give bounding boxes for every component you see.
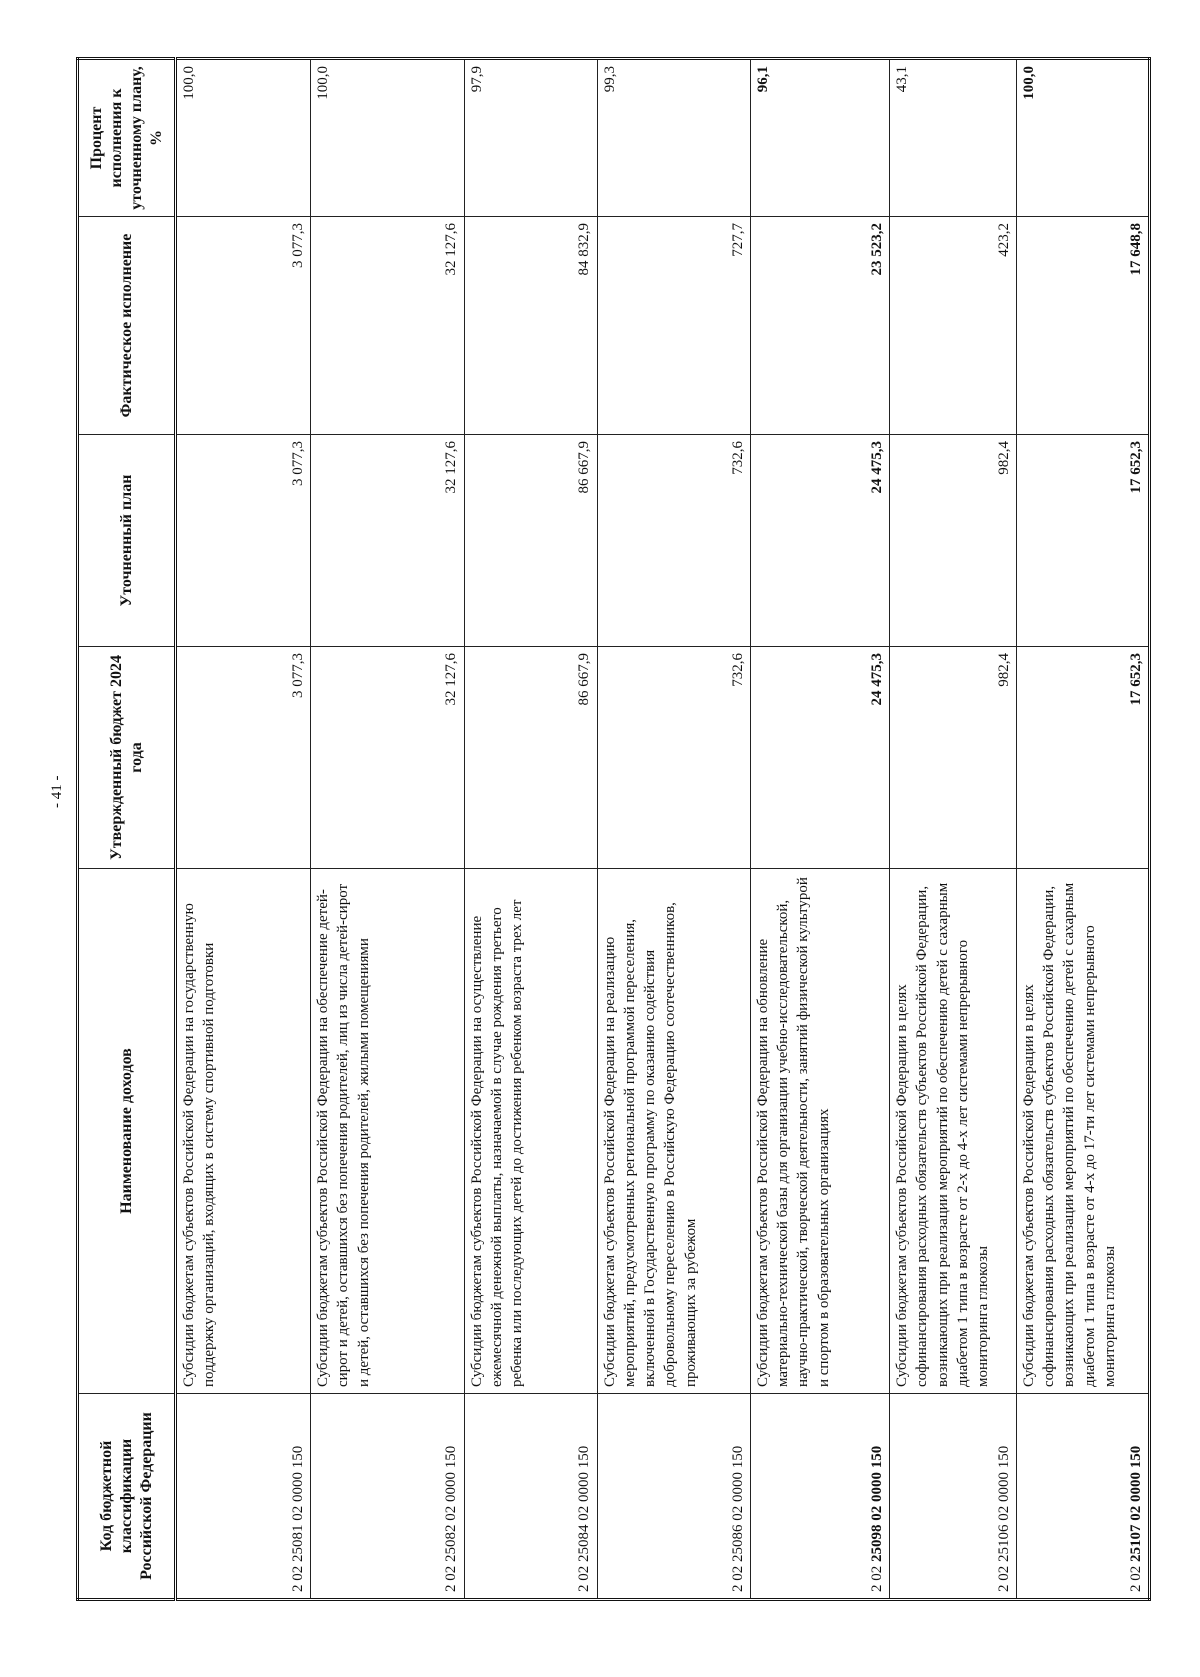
row-actual: 3 077,3 bbox=[176, 217, 311, 435]
row-approved: 982,4 bbox=[890, 647, 1017, 869]
row-refined: 982,4 bbox=[890, 435, 1017, 647]
row-code bbox=[890, 1394, 1017, 1600]
row-code-main: 25081 02 0000 150 bbox=[289, 1445, 306, 1562]
row-code bbox=[176, 1394, 311, 1600]
row-approved: 86 667,9 bbox=[464, 647, 597, 869]
row-percent: 100,0 bbox=[311, 59, 464, 217]
row-code-prefix: 2 02 bbox=[443, 1562, 460, 1592]
row-name: Субсидии бюджетам субъектов Российской Федерации на реализацию мероприятий, предусмотренных региональной программой переселения, включенной в Государственную программу по оказанию содействия добровольному переселению в Российскую Федерацию соотечественников, проживающих за рубежом bbox=[597, 869, 750, 1394]
row-percent: 97,9 bbox=[464, 59, 597, 217]
row-code-prefix: 2 02 bbox=[729, 1562, 746, 1592]
row-percent: 43,1 bbox=[890, 59, 1017, 217]
row-code-main: 25107 02 0000 150 bbox=[1127, 1445, 1144, 1562]
header-percent: Процент исполнения к уточненному плану, % bbox=[78, 59, 176, 217]
row-code bbox=[597, 1394, 750, 1600]
row-code-main: 25086 02 0000 150 bbox=[729, 1445, 746, 1562]
row-name: Субсидии бюджетам субъектов Российской Федерации на государственную поддержку организаций, входящих в систему спортивной подготовки bbox=[176, 869, 311, 1394]
row-code bbox=[464, 1394, 597, 1600]
row-refined: 732,6 bbox=[597, 435, 750, 647]
row-approved: 32 127,6 bbox=[311, 647, 464, 869]
table-row bbox=[1016, 59, 1149, 1600]
table-row bbox=[597, 59, 750, 1600]
row-code-prefix: 2 02 bbox=[995, 1562, 1012, 1592]
header-actual: Фактическое исполнение bbox=[78, 217, 176, 435]
row-code-main: 25106 02 0000 150 bbox=[995, 1445, 1012, 1562]
row-code bbox=[1016, 1394, 1149, 1600]
row-approved: 24 475,3 bbox=[750, 647, 889, 869]
table-header-row bbox=[78, 59, 176, 1600]
row-name: Субсидии бюджетам субъектов Российской Федерации на обновление материально-технической базы для организации учебно-исследовательской, научно-практической, творческой деятельности, занятий физической культурой и спортом в образовательных организациях bbox=[750, 869, 889, 1394]
table-row bbox=[750, 59, 889, 1600]
table-row bbox=[890, 59, 1017, 1600]
row-name: Субсидии бюджетам субъектов Российской Федерации в целях софинансирования расходных обязательств субъектов Российской Федерации, возникающих при реализации мероприятий по обеспечению детей с сахарным диабетом 1 типа в возрасте от 4-х до 17-ти лет системами непрерывного мониторинга глюкозы bbox=[1016, 869, 1149, 1394]
row-actual: 423,2 bbox=[890, 217, 1017, 435]
row-code-prefix: 2 02 bbox=[1127, 1562, 1144, 1592]
row-code-main: 25082 02 0000 150 bbox=[443, 1445, 460, 1562]
row-name: Субсидии бюджетам субъектов Российской Федерации на осуществление ежемесячной денежной выплаты, назначаемой в случае рождения третьего ребенка или последующих детей до достижения ребенком возраста трех лет bbox=[464, 869, 597, 1394]
row-refined: 3 077,3 bbox=[176, 435, 311, 647]
row-refined: 86 667,9 bbox=[464, 435, 597, 647]
row-code-main: 25098 02 0000 150 bbox=[868, 1445, 885, 1562]
row-actual: 32 127,6 bbox=[311, 217, 464, 435]
table-row bbox=[464, 59, 597, 1600]
row-approved: 3 077,3 bbox=[176, 647, 311, 869]
header-refined: Уточненный план bbox=[78, 435, 176, 647]
row-name: Субсидии бюджетам субъектов Российской Федерации на обеспечение детей-сирот и детей, оставшихся без попечения родителей, лиц из числа детей-сирот и детей, оставшихся без попечения родителей, жилыми помещениями bbox=[311, 869, 464, 1394]
row-code bbox=[311, 1394, 464, 1600]
page-number: - 41 - bbox=[49, 775, 65, 808]
table-row bbox=[311, 59, 464, 1600]
row-code-prefix: 2 02 bbox=[289, 1562, 306, 1592]
row-approved: 732,6 bbox=[597, 647, 750, 869]
row-code-prefix: 2 02 bbox=[576, 1562, 593, 1592]
row-percent: 100,0 bbox=[176, 59, 311, 217]
row-percent: 99,3 bbox=[597, 59, 750, 217]
row-code bbox=[750, 1394, 889, 1600]
rotated-page bbox=[76, 60, 1151, 1601]
table-body bbox=[176, 59, 1150, 1600]
header-approved: Утвержденный бюджет 2024 года bbox=[78, 647, 176, 869]
header-name: Наименование доходов bbox=[78, 869, 176, 1394]
header-code: Код бюджетной классификации Российской Федерации bbox=[78, 1394, 176, 1600]
table-row bbox=[176, 59, 311, 1600]
row-refined: 32 127,6 bbox=[311, 435, 464, 647]
row-refined: 17 652,3 bbox=[1016, 435, 1149, 647]
row-name: Субсидии бюджетам субъектов Российской Федерации в целях софинансирования расходных обязательств субъектов Российской Федерации, возникающих при реализации мероприятий по обеспечению детей с сахарным диабетом 1 типа в возрасте от 2-х до 4-х лет системами непрерывного мониторинга глюкозы bbox=[890, 869, 1017, 1394]
revenue-table bbox=[76, 57, 1151, 1601]
row-actual: 23 523,2 bbox=[750, 217, 889, 435]
row-percent: 96,1 bbox=[750, 59, 889, 217]
row-approved: 17 652,3 bbox=[1016, 647, 1149, 869]
row-refined: 24 475,3 bbox=[750, 435, 889, 647]
row-actual: 84 832,9 bbox=[464, 217, 597, 435]
row-actual: 17 648,8 bbox=[1016, 217, 1149, 435]
row-percent: 100,0 bbox=[1016, 59, 1149, 217]
row-code-main: 25084 02 0000 150 bbox=[576, 1445, 593, 1562]
row-code-prefix: 2 02 bbox=[868, 1562, 885, 1592]
row-actual: 727,7 bbox=[597, 217, 750, 435]
